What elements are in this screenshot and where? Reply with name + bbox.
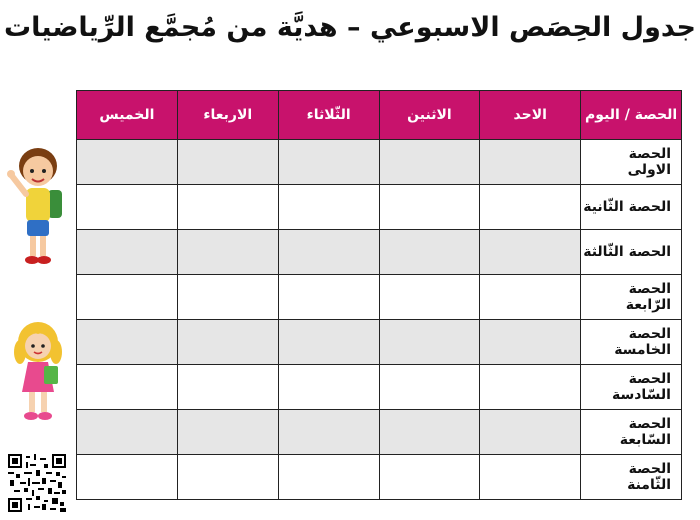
schedule-cell[interactable] (480, 140, 581, 185)
schedule-cell[interactable] (480, 365, 581, 410)
girl-with-book-illustration (8, 320, 70, 424)
period-label: الحصة السّابعة (581, 410, 682, 455)
schedule-cell[interactable] (77, 275, 178, 320)
schedule-cell[interactable] (177, 275, 278, 320)
schedule-cell[interactable] (177, 410, 278, 455)
day-header-tuesday: الثّلاثاء (278, 91, 379, 140)
period-label: الحصة الثّانية (581, 185, 682, 230)
schedule-cell[interactable] (379, 365, 480, 410)
schedule-cell[interactable] (379, 455, 480, 500)
day-header-wednesday: الاربعاء (177, 91, 278, 140)
table-row (77, 185, 682, 230)
schedule-cell[interactable] (480, 185, 581, 230)
schedule-cell[interactable] (278, 185, 379, 230)
header-row (77, 91, 682, 140)
corner-header: الحصة / اليوم (581, 91, 682, 140)
schedule-cell[interactable] (77, 230, 178, 275)
table-row (77, 230, 682, 275)
schedule-cell[interactable] (480, 455, 581, 500)
schedule-cell[interactable] (177, 185, 278, 230)
schedule-cell[interactable] (278, 140, 379, 185)
schedule-cell[interactable] (77, 455, 178, 500)
period-label: الحصة السّادسة (581, 365, 682, 410)
schedule-cell[interactable] (278, 275, 379, 320)
schedule-cell[interactable] (177, 140, 278, 185)
schedule-cell[interactable] (278, 365, 379, 410)
day-header-thursday: الخميس (77, 91, 178, 140)
schedule-cell[interactable] (480, 230, 581, 275)
page-title: جدول الحِصَص الاسبوعي – هديَّة من مُجمَّع الرِّياضيات (4, 12, 696, 43)
table-row (77, 320, 682, 365)
period-label: الحصة الثّالثة (581, 230, 682, 275)
schedule-cell[interactable] (379, 140, 480, 185)
table-row (77, 455, 682, 500)
weekly-schedule-table (76, 90, 682, 500)
schedule-cell[interactable] (480, 410, 581, 455)
schedule-cell[interactable] (77, 410, 178, 455)
period-label: الحصة الرّابعة (581, 275, 682, 320)
schedule-cell[interactable] (278, 230, 379, 275)
schedule-cell[interactable] (77, 365, 178, 410)
period-label: الحصة الثّامنة (581, 455, 682, 500)
schedule-cell[interactable] (379, 230, 480, 275)
table-row (77, 275, 682, 320)
schedule-cell[interactable] (480, 275, 581, 320)
day-header-monday: الاثنين (379, 91, 480, 140)
schedule-cell[interactable] (278, 410, 379, 455)
schedule-cell[interactable] (480, 320, 581, 365)
schedule-cell[interactable] (379, 410, 480, 455)
schedule-cell[interactable] (379, 320, 480, 365)
schedule-cell[interactable] (177, 455, 278, 500)
table-row (77, 140, 682, 185)
schedule-cell[interactable] (379, 185, 480, 230)
schedule-cell[interactable] (278, 455, 379, 500)
table-row (77, 365, 682, 410)
day-header-sunday: الاحد (480, 91, 581, 140)
schedule-cell[interactable] (177, 320, 278, 365)
boy-with-backpack-illustration (4, 144, 66, 270)
schedule-cell[interactable] (77, 140, 178, 185)
schedule-cell[interactable] (77, 185, 178, 230)
schedule-cell[interactable] (379, 275, 480, 320)
qr-code-icon (8, 454, 66, 512)
table-row (77, 410, 682, 455)
schedule-cell[interactable] (177, 365, 278, 410)
schedule-cell[interactable] (278, 320, 379, 365)
period-label: الحصة الاولى (581, 140, 682, 185)
period-label: الحصة الخامسة (581, 320, 682, 365)
schedule-cell[interactable] (177, 230, 278, 275)
schedule-cell[interactable] (77, 320, 178, 365)
